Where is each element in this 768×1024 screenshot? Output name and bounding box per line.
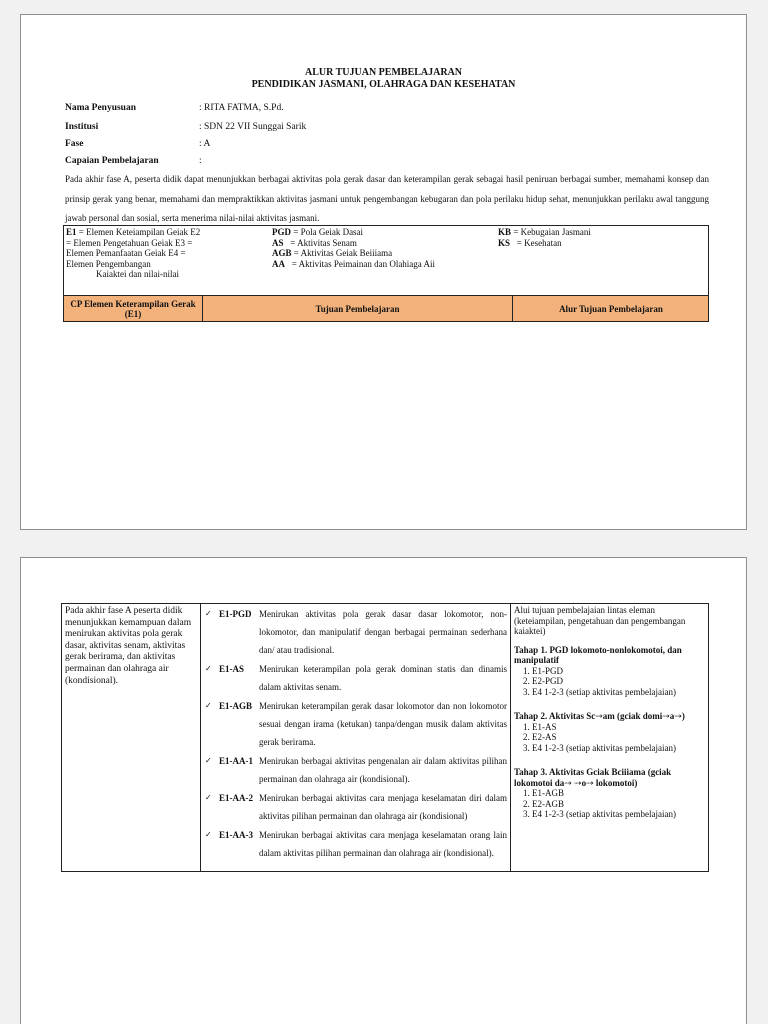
- atp-stage-item: 1. E1-AS: [532, 722, 705, 733]
- legend-text: = Kesehatan: [510, 237, 562, 248]
- legend-code: PGD: [272, 227, 291, 237]
- alur-cell: [511, 604, 708, 871]
- check-icon: ✓: [205, 793, 212, 802]
- tp-item: [205, 697, 507, 751]
- document-page-2: [20, 557, 747, 1024]
- legend-text: = Aktivitas Peimainan dan Olahiaga Aii: [285, 258, 436, 269]
- legend-code: E1: [66, 227, 77, 237]
- atp-stage-item: 1. E1-PGD: [532, 666, 705, 677]
- check-icon: ✓: [205, 830, 212, 839]
- meta-value-capaian: :: [199, 156, 202, 166]
- tp-item: [205, 789, 507, 825]
- tp-item: [205, 660, 507, 696]
- legend-elements: [66, 227, 226, 280]
- meta-label-penyusun: Nama Penyusuan: [65, 103, 136, 113]
- check-icon: ✓: [205, 609, 212, 618]
- atp-stage-title: Tahap 2. Aktivitas Sc⇢am (gciak domi⇢a⇢): [514, 711, 685, 721]
- tp-text: Menirukan aktivitas pola gerak dasar dasar lokomotor, non-lokomotor, dan manipulatif dengan berbagai permainan sederhana dan/ atau tradisional.: [259, 609, 507, 655]
- tp-code: E1-AA-1: [219, 756, 253, 766]
- legend-text: = Pola Geiak Dasai: [291, 227, 364, 237]
- legend-code: AA: [272, 258, 285, 269]
- tp-code: E1-AA-2: [219, 793, 253, 803]
- legend-code: KS: [498, 237, 511, 248]
- tp-item: [205, 752, 507, 788]
- tp-text: Menirukan berbagai aktivitas pengenalan air dalam aktivitas pilihan permainan dan olahraga air (kondisional).: [259, 756, 507, 784]
- atp-stage-item: 3. E4 1-2-3 (setiap aktivitas pembelajaian): [532, 687, 705, 698]
- legend-box: [63, 225, 709, 295]
- meta-value-institusi: : SDN 22 VII Sunggai Sarik: [199, 122, 307, 132]
- atp-stage-title: Tahap 3. Aktivitas Gciak Bciiiama (gciak lokomotoi da⇢ ⇢o⇢ lokomotoi): [514, 767, 672, 788]
- atp-stage-item: 3. E4 1-2-3 (setiap aktivitas pembelajaian): [532, 743, 705, 754]
- atp-stage-item: 2. E2-PGD: [532, 676, 705, 687]
- header-tujuan-pembelajaran: Tujuan Pembelajaran: [203, 296, 513, 321]
- document-title: ALUR TUJUAN PEMBELAJARAN: [304, 67, 463, 78]
- atp-stage-title: Tahap 1. PGD lokomoto-nonlokomotoi, dan manipulatif: [514, 644, 682, 665]
- tp-item: [205, 605, 507, 659]
- tp-code: E1-AS: [219, 664, 245, 674]
- meta-label-institusi: Institusi: [65, 122, 99, 132]
- atp-stage-list: [514, 666, 705, 698]
- meta-value-fase: : A: [199, 139, 211, 149]
- check-icon: ✓: [205, 756, 212, 765]
- tp-text: Menirukan berbagai aktivitas cara menjaga keselamatan orang lain dalam aktivitas pilihan permainan dan olahraga air (kondisional).: [259, 830, 507, 858]
- table-header-row: [63, 295, 709, 322]
- legend-activities: [272, 227, 492, 269]
- tp-text: Menirukan keterampilan gerak dasar lokomotor dan non lokomotor sesuai dengan irama (ketukan) tanpa/dengan musik dalam aktivitas gerak berirama.: [259, 701, 507, 747]
- legend-text: Elemen Pengembangan: [66, 258, 151, 269]
- tp-text: Menirukan berbagai aktivitas cara menjaga keselamatan diri dalam aktivitas pilihan permainan dan olahraga air (kondisional): [259, 793, 507, 821]
- legend-code: KB: [498, 227, 512, 237]
- atp-stage-item: 2. E2-AGB: [532, 799, 705, 810]
- header-alur-tujuan: Alur Tujuan Pembelajaran: [559, 303, 663, 314]
- legend-text: = Kebugaian Jasmani: [511, 227, 591, 237]
- tp-code: E1-AGB: [219, 701, 253, 711]
- document-subtitle: PENDIDIKAN JASMANI, OLAHRAGA DAN KESEHATAN: [251, 79, 516, 90]
- legend-text: = Elemen Keteiampilan Geiak E2: [76, 227, 201, 237]
- atp-stage-item: 1. E1-AGB: [532, 788, 705, 799]
- tujuan-cell: [201, 604, 511, 871]
- atp-intro: Alui tujuan pembelajaian lintas eleman (keteiampilan, pengetahuan dan pengembangan kaiaktei): [514, 605, 686, 636]
- legend-code: AGB: [272, 248, 292, 258]
- legend-text: Kaiaktei dan nilai-nilai: [96, 269, 179, 279]
- document-page-1: [20, 14, 747, 530]
- legend-code: AS: [272, 237, 284, 248]
- cp-cell: Pada akhir fase A peserta didik menunjukkan kemampuan dalam menirukan aktivitas pola gerak dasar, aktivitas senam, aktivitas gerak berirama, dan aktivitas permainan dan olahraga air (kondisional).: [62, 604, 201, 871]
- atp-table: [61, 603, 709, 872]
- header-cp-elemen: CP Elemen Keterampilan Gerak (E1): [64, 296, 203, 321]
- atp-stage-list: [514, 722, 705, 754]
- legend-text: = Aktivitas Geiak Beiiiama: [291, 248, 393, 258]
- meta-label-capaian: Capaian Pembelajaran: [65, 156, 159, 166]
- atp-stage-item: 2. E2-AS: [532, 732, 705, 743]
- tp-text: Menirukan keterampilan pola gerak dominan statis dan dinamis dalam aktivitas senam.: [259, 664, 507, 692]
- tp-code: E1-AA-3: [219, 830, 253, 840]
- check-icon: ✓: [205, 664, 212, 673]
- legend-text: Elemen Pemanfaatan Geiak E4 =: [66, 248, 186, 258]
- atp-stage-item: 3. E4 1-2-3 (setiap aktivitas pembelajaian): [532, 809, 705, 820]
- capaian-pembelajaran-text: Pada akhir fase A, peserta didik dapat menunjukkan berbagai aktivitas pola gerak dasar dan keterampilan gerak sebagai hasil peniruan berbagai sumber, memahami konsep dan prinsip gerak yang benar, memahami dan mempraktikkan aktivitas jasmani untuk pengembangan kebugaran dan pola perilaku hidup sehat, menunjukkan perilaku awal tanggung jawab personal dan sosial, serta menerima nilai-nilai aktivitas jasmani.: [65, 174, 709, 223]
- tp-item: [205, 826, 507, 862]
- legend-text: = Elemen Pengetahuan Geiak E3 =: [66, 237, 193, 248]
- legend-text: = Aktivitas Senam: [283, 237, 357, 248]
- check-icon: ✓: [205, 701, 212, 710]
- tp-code: E1-PGD: [219, 609, 252, 619]
- meta-value-penyusun: : RITA FATMA, S.Pd.: [199, 103, 284, 113]
- meta-label-fase: Fase: [65, 139, 84, 149]
- atp-stage-list: [514, 788, 705, 820]
- legend-other: [498, 227, 698, 248]
